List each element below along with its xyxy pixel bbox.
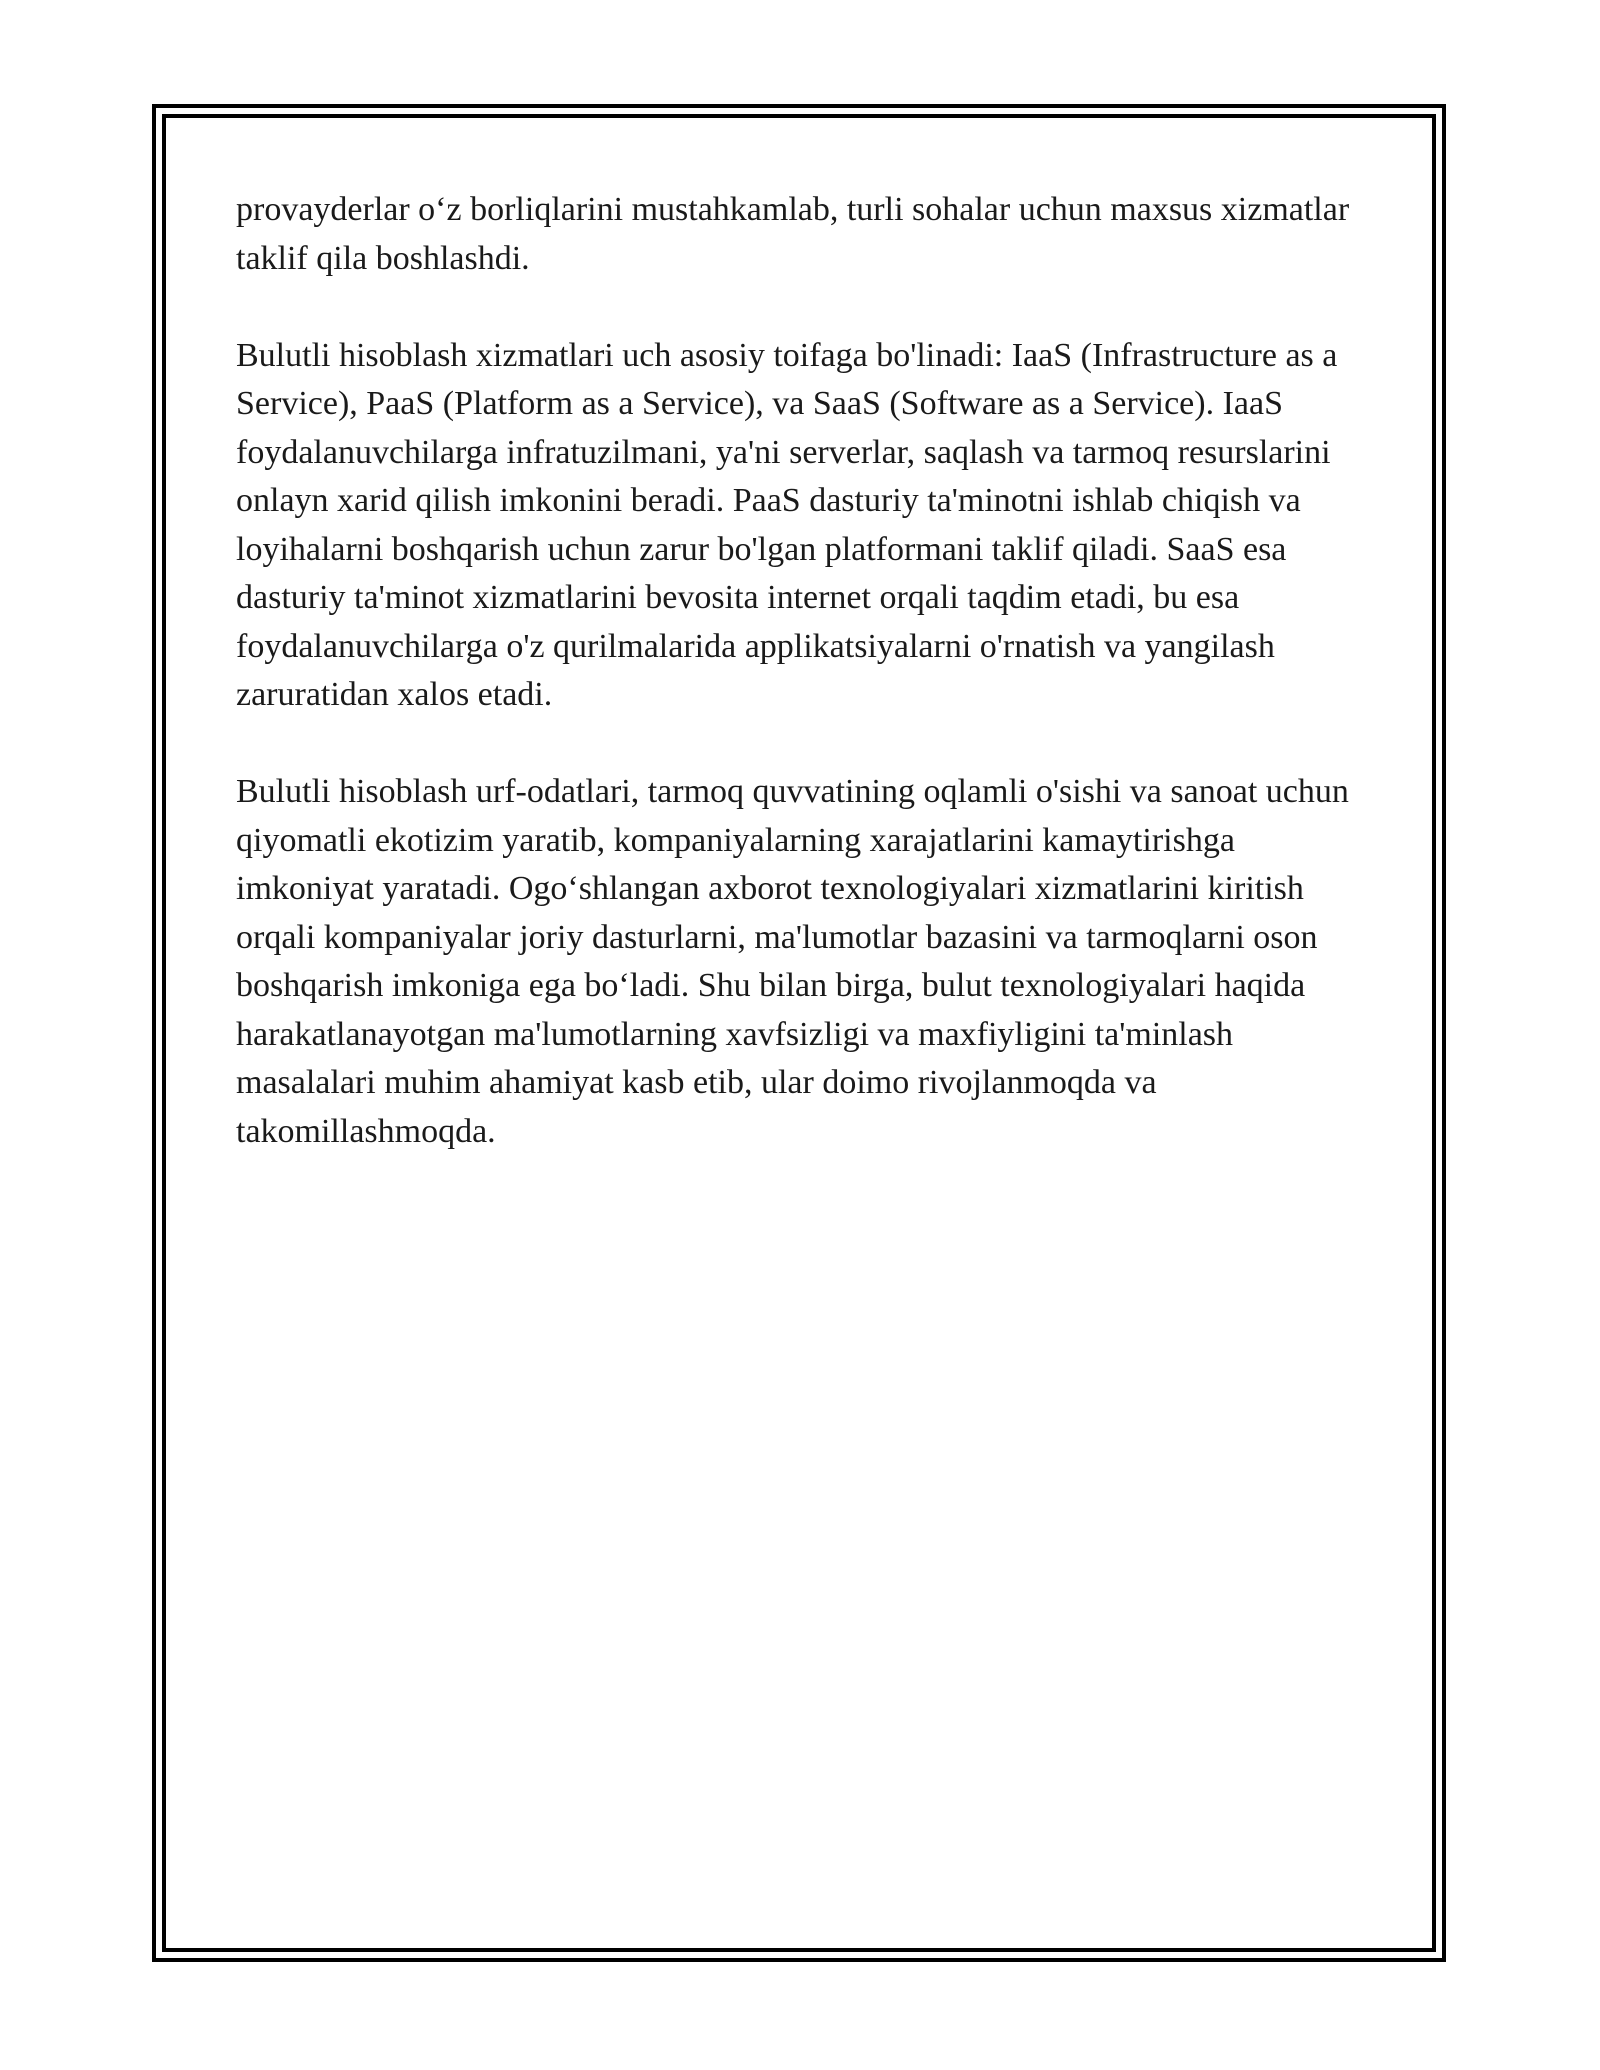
document-body — [236, 186, 1366, 1156]
paragraph-1: provayderlar o‘z borliqlarini mustahkamlab, turli sohalar uchun maxsus xizmatlar taklif qila boshlashdi. — [236, 191, 1350, 277]
paragraph-3: Bulutli hisoblash urf-odatlari, tarmoq quvvatining oqlamli o'sishi va sanoat uchun qiyomatli ekotizim yaratib, kompaniyalarning xarajatlarini kamaytirishga imkoniyat yaratadi. Ogo‘shlangan axborot texnologiyalari xizmatlarini kiritish orqali kompaniyalar joriy dasturlarni, ma'lumotlar bazasini va tarmoqlarni oson boshqarish imkoniga ega bo‘ladi. Shu bilan birga, bulut texnologiyalari haqida harakatlanayotgan ma'lumotlarning xavfsizligi va maxfiyligini ta'minlash masalalari muhim ahamiyat kasb etib, ular doimo rivojlanmoqda va takomillashmoqda. — [236, 773, 1349, 1150]
paragraph-2: Bulutli hisoblash xizmatlari uch asosiy toifaga bo'linadi: IaaS (Infrastructure as a Service), PaaS (Platform as a Service), va SaaS (Software as a Service). IaaS foydalanuvchilarga infratuzilmani, ya'ni serverlar, saqlash va tarmoq resurslarini onlayn xarid qilish imkonini beradi. PaaS dasturiy ta'minotni ishlab chiqish va loyihalarni boshqarish uchun zarur bo'lgan platformani taklif qiladi. SaaS esa dasturiy ta'minot xizmatlarini bevosita internet orqali taqdim etadi, bu esa foydalanuvchilarga o'z qurilmalarida applikatsiyalarni o'rnatish va yangilash zaruratidan xalos etadi. — [236, 336, 1338, 713]
